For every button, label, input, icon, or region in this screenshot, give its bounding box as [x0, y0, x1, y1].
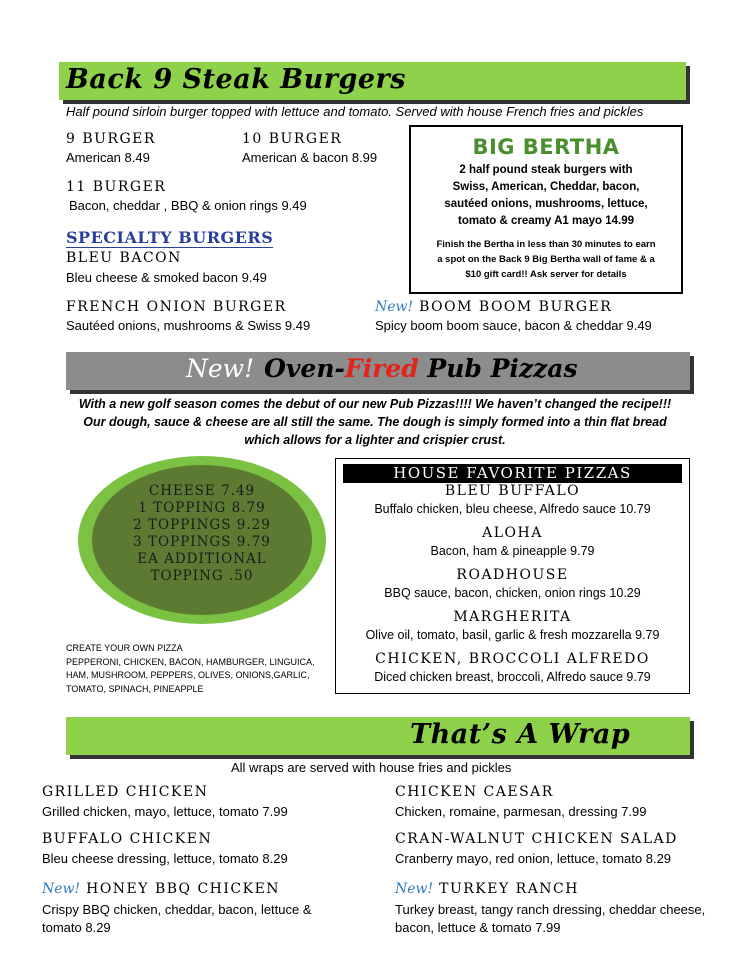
big-bertha-challenge-line: Finish the Bertha in less than 30 minutes to earn — [436, 239, 656, 250]
favorite-name: BLEU BUFFALO — [444, 483, 581, 499]
favorite-name: CHICKEN, BROCCOLI ALFREDO — [375, 651, 650, 667]
specialty-item-name: FRENCH ONION BURGER — [66, 299, 287, 315]
favorite-desc: BBQ sauce, bacon, chicken, onion rings 10.29 — [384, 586, 641, 600]
oval-line: 3 TOPPINGS 9.79 — [133, 534, 271, 550]
create-own-line: TOMATO, SPINACH, PINEAPPLE — [66, 683, 204, 694]
big-bertha-box — [409, 125, 683, 294]
specialty-item-name-text: BOOM BOOM BURGER — [419, 299, 613, 315]
wrap-item-desc: Crispy BBQ chicken, cheddar, bacon, lettuce & — [42, 902, 312, 917]
specialty-item-desc: Sautéed onions, mushrooms & Swiss 9.49 — [66, 318, 311, 333]
create-own-line: PEPPERONI, CHICKEN, BACON, HAMBURGER, LINGUICA, — [66, 656, 315, 667]
favorite-desc: Bacon, ham & pineapple 9.79 — [430, 544, 595, 558]
burger-item-desc: American & bacon 8.99 — [242, 150, 378, 165]
burger-item-desc: Bacon, cheddar , BBQ & onion rings 9.49 — [69, 198, 307, 213]
wrap-item-name-text: TURKEY RANCH — [439, 881, 579, 897]
favorite-desc: Olive oil, tomato, basil, garlic & fresh mozzarella 9.79 — [365, 628, 660, 642]
oval-line: EA ADDITIONAL — [137, 551, 267, 567]
big-bertha-desc-line: sautéed onions, mushrooms, lettuce, — [444, 198, 648, 210]
new-badge: New! — [42, 881, 81, 897]
new-badge: New! — [375, 299, 414, 315]
pizzas-intro-line: Our dough, sauce & cheese are all still the same. The dough is simply formed into a thin flat bread — [83, 415, 667, 429]
favorite-name: ROADHOUSE — [456, 567, 569, 583]
specialty-heading: SPECIALTY BURGERS — [66, 228, 274, 247]
favorite-name: ALOHA — [482, 525, 543, 541]
favorite-desc: Diced chicken breast, broccoli, Alfredo sauce 9.79 — [374, 670, 651, 684]
pizzas-title-fired: Fired — [344, 354, 419, 383]
specialty-item-desc: Spicy boom boom sauce, bacon & cheddar 9.49 — [375, 318, 652, 333]
pizzas-title — [186, 354, 578, 383]
burgers-subtitle: Half pound sirloin burger topped with lettuce and tomato. Served with house French fries and pickles — [66, 104, 644, 119]
pizzas-intro — [40, 395, 710, 449]
favorite-name: MARGHERITA — [453, 609, 572, 625]
wraps-title: That’s A Wrap — [410, 719, 631, 750]
oval-line: CHEESE 7.49 — [148, 483, 256, 499]
wrap-item-name: GRILLED CHICKEN — [42, 784, 209, 800]
pizzas-title-part1: Oven- — [264, 354, 345, 383]
specialty-item-name — [375, 299, 612, 315]
big-bertha-challenge — [411, 237, 681, 282]
wrap-item-desc: Bleu cheese dressing, lettuce, tomato 8.29 — [42, 851, 288, 866]
wrap-item-name: BUFFALO CHICKEN — [42, 831, 213, 847]
wrap-item-name: CHICKEN CAESAR — [395, 784, 554, 800]
favorite-desc: Buffalo chicken, bleu cheese, Alfredo sauce 10.79 — [374, 502, 651, 516]
big-bertha-desc-line: Swiss, American, Cheddar, bacon, — [452, 181, 640, 193]
create-own-pizza — [66, 642, 315, 696]
wrap-item-desc: Chicken, romaine, parmesan, dressing 7.99 — [395, 804, 647, 819]
burger-item-name: 9 BURGER — [66, 131, 156, 147]
burger-item-desc: American 8.49 — [66, 150, 150, 165]
pizzas-new-label: New! — [186, 354, 255, 383]
big-bertha-challenge-line: $10 gift card!! Ask server for details — [465, 269, 627, 280]
house-favorites-heading: HOUSE FAVORITE PIZZAS — [343, 464, 682, 483]
big-bertha-desc-line: tomato & creamy A1 mayo 14.99 — [458, 215, 634, 227]
wrap-item-name — [395, 881, 579, 897]
oval-line: TOPPING .50 — [150, 568, 254, 584]
burger-item-name: 11 BURGER — [66, 179, 167, 195]
big-bertha-challenge-line: a spot on the Back 9 Big Bertha wall of fame & a — [437, 254, 655, 265]
wrap-item-name-text: HONEY BBQ CHICKEN — [86, 881, 281, 897]
specialty-item-desc: Bleu cheese & smoked bacon 9.49 — [66, 270, 267, 285]
new-badge: New! — [395, 881, 434, 897]
big-bertha-title: BIG BERTHA — [472, 135, 620, 159]
create-own-line: CREATE YOUR OWN PIZZA — [66, 643, 183, 653]
wrap-item-desc-cont: bacon, lettuce & tomato 7.99 — [395, 920, 561, 935]
wrap-item-name: CRAN-WALNUT CHICKEN SALAD — [395, 831, 678, 847]
wrap-item-desc: Grilled chicken, mayo, lettuce, tomato 7.99 — [42, 804, 288, 819]
oval-line: 2 TOPPINGS 9.29 — [133, 517, 271, 533]
pizzas-intro-line: which allows for a lighter and crispier crust. — [244, 433, 506, 447]
wrap-item-desc: Cranberry mayo, red onion, lettuce, tomato 8.29 — [395, 851, 672, 866]
pizzas-title-part3: Pub Pizzas — [418, 354, 578, 383]
specialty-item-name: BLEU BACON — [66, 250, 182, 266]
wraps-subtitle: All wraps are served with house fries and pickles — [231, 760, 512, 775]
house-favorites-box — [335, 458, 690, 694]
big-bertha-desc — [411, 162, 681, 230]
wrap-item-desc-cont: tomato 8.29 — [42, 920, 111, 935]
create-own-line: HAM, MUSHROOM, PEPPERS, OLIVES, ONIONS,GARLIC, — [66, 670, 310, 680]
pizzas-intro-line: With a new golf season comes the debut of our new Pub Pizzas!!!! We haven’t changed the recipe!!! — [78, 397, 672, 411]
build-pizza-oval-inner — [92, 465, 312, 615]
burger-item-name: 10 BURGER — [242, 131, 343, 147]
oval-line: 1 TOPPING 8.79 — [138, 500, 266, 516]
burgers-title: Back 9 Steak Burgers — [66, 64, 406, 95]
wrap-item-name — [42, 881, 280, 897]
big-bertha-desc-line: 2 half pound steak burgers with — [459, 164, 633, 176]
wrap-item-desc: Turkey breast, tangy ranch dressing, cheddar cheese, — [395, 902, 706, 917]
